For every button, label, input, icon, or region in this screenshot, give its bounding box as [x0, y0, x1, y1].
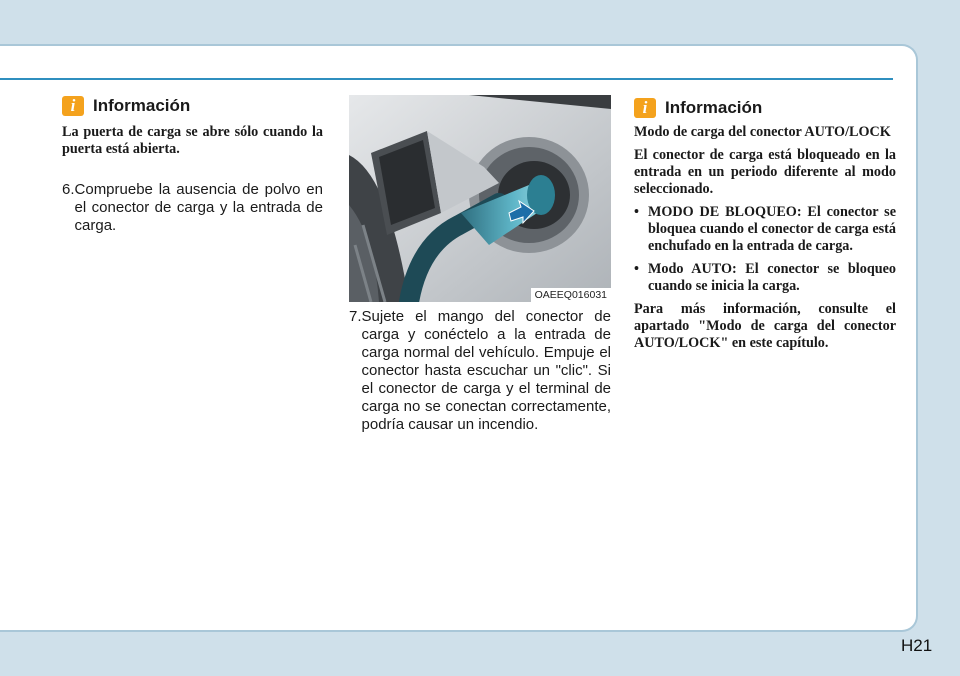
- info-icon: i: [634, 98, 656, 118]
- step-text: Compruebe la ausencia de polvo en el conector de carga y la entrada de carga.: [74, 181, 323, 234]
- info-header-right: [634, 98, 762, 118]
- bullet-mark: •: [634, 261, 639, 277]
- info-title: Información: [665, 98, 763, 117]
- charging-illustration: [349, 95, 611, 302]
- bullet-mark: •: [634, 204, 639, 220]
- step-number: 7.: [349, 308, 362, 325]
- page-number: H21: [901, 636, 933, 655]
- step-text: Sujete el mango del conector de carga y conéctelo a la entrada de carga normal del vehículo. Empuje el conector hasta escuchar un "clic". Si el conector de carga y el terminal de carga no se conectan correctamente, podría causar un incendio.: [361, 308, 611, 433]
- header-rule: [0, 78, 893, 80]
- step-6: [62, 181, 323, 235]
- mode-title: Modo de carga del conector AUTO/LOCK: [634, 124, 891, 140]
- info-text: La puerta de carga se abre sólo cuando la puerta está abierta.: [62, 124, 323, 157]
- mode-description: El conector de carga está bloqueado en la entrada en un periodo diferente al modo seleccionado.: [634, 147, 896, 197]
- list-item: [634, 204, 896, 255]
- bullet-text: MODO DE BLOQUEO: El conector se bloquea cuando el conector de carga está enchufado en la entrada de carga.: [648, 204, 896, 254]
- charging-connector-illustration: [349, 95, 611, 302]
- info-icon: i: [62, 96, 84, 116]
- step-7: [349, 308, 611, 434]
- info-title: Información: [93, 96, 191, 115]
- step-number: 6.: [62, 181, 75, 198]
- figure-code: OAEEQ016031: [531, 288, 611, 302]
- info-header-left: [62, 96, 190, 116]
- info-body-right: [634, 124, 896, 352]
- closing-note: Para más información, consulte el apartado "Modo de carga del conector AUTO/LOCK" en este capítulo.: [634, 301, 896, 351]
- list-item: [634, 261, 896, 295]
- bullet-text: Modo AUTO: El conector se bloqueo cuando se inicia la carga.: [648, 261, 896, 294]
